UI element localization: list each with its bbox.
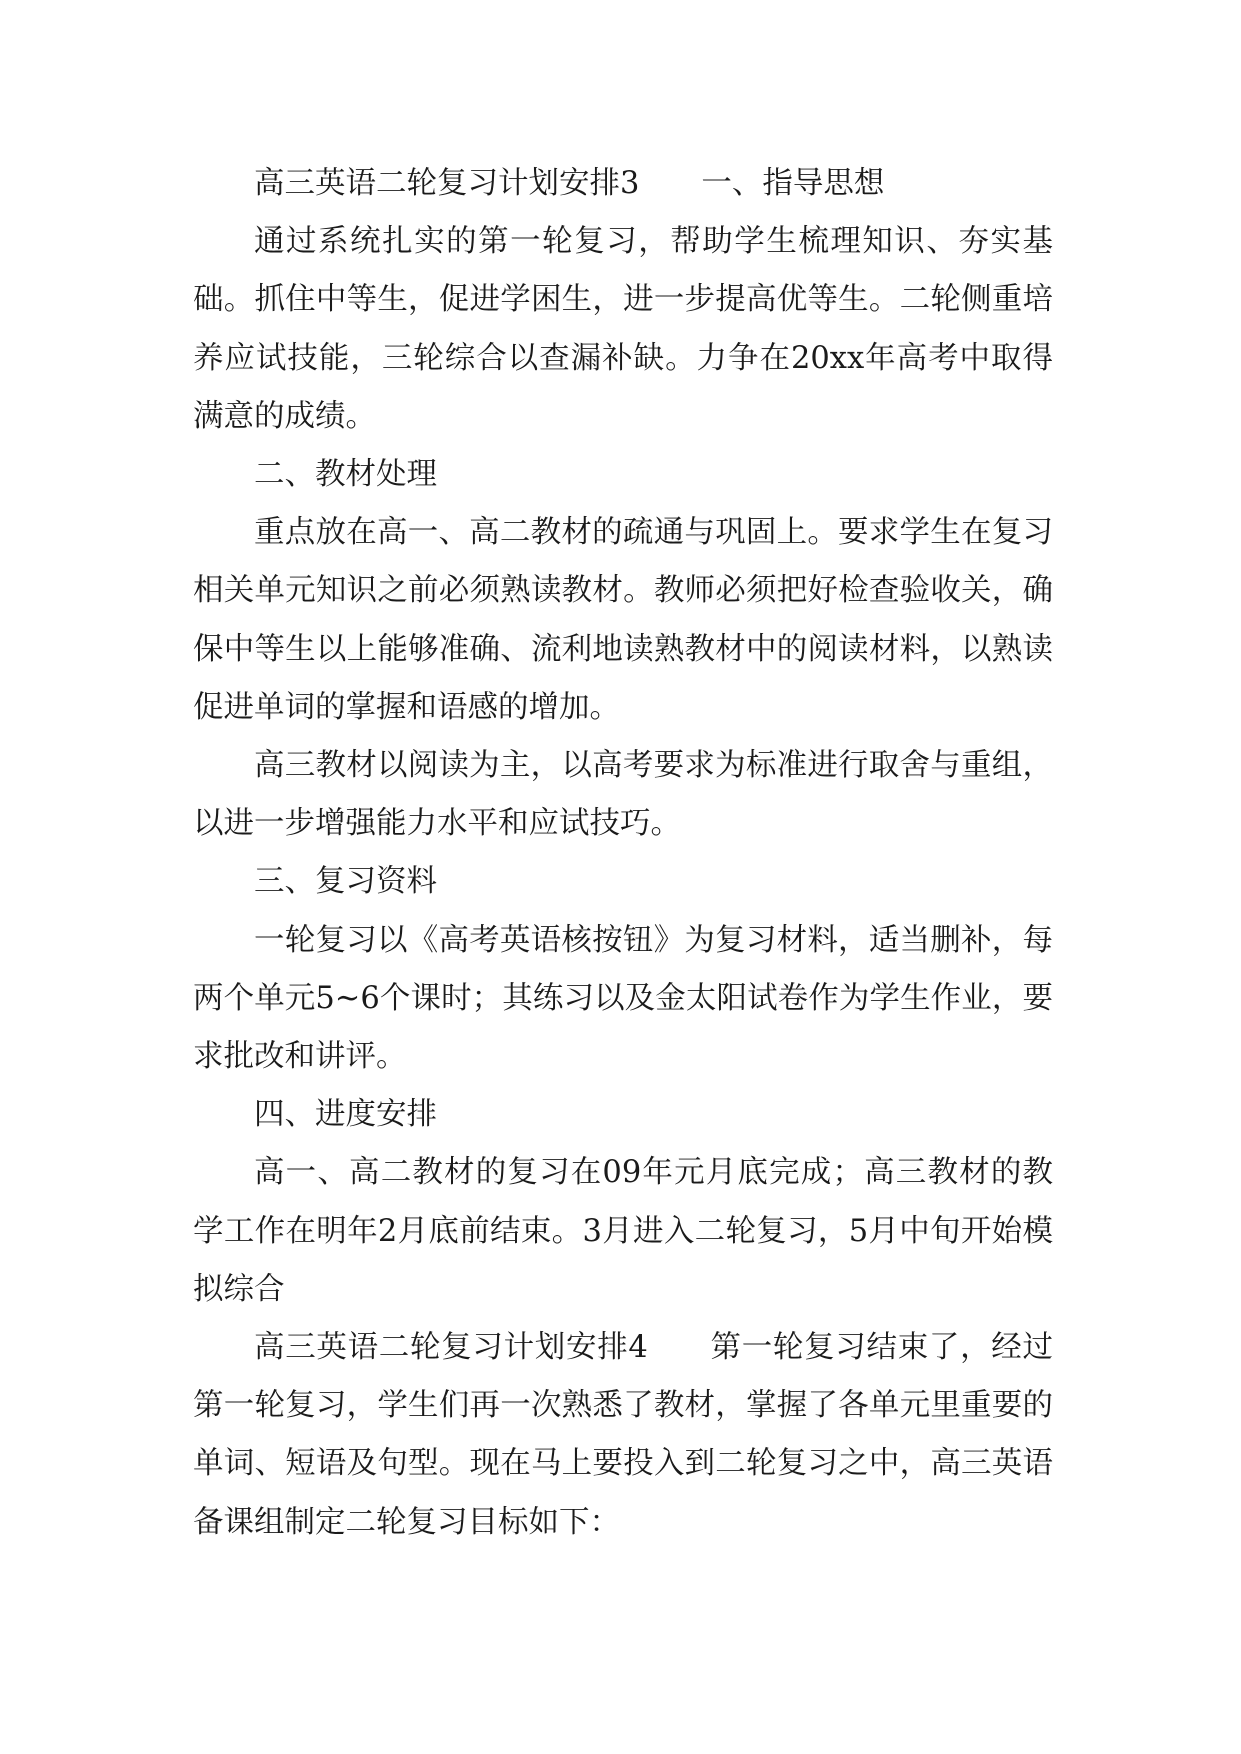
paragraph-senior-textbook: 高三教材以阅读为主，以高考要求为标准进行取舍与重组，以进一步增强能力水平和应试技巧。: [193, 748, 1053, 842]
paragraph-section-3-heading: [193, 155, 1053, 213]
section-title: 高三英语二轮复习计划安排4: [254, 1330, 648, 1366]
heading-textbook-handling: 二、教材处理: [254, 457, 437, 493]
section-4-text: 第一轮复习结束了，经过第一轮复习，学生们再一次熟悉了教材，掌握了各单元里重要的单词、短语及句型。现在马上要投入到二轮复习之中，高三英语备课组制定二轮复习目标如下：: [193, 1330, 1054, 1540]
paragraph-section-4-intro: [193, 1319, 1053, 1552]
paragraph-textbook-handling: 重点放在高一、高二教材的疏通与巩固上。要求学生在复习相关单元知识之前必须熟读教材。教师必须把好检查验收关，确保中等生以上能够准确、流利地读熟教材中的阅读材料，以熟读促进单词的掌握和语感的增加。: [193, 515, 1053, 725]
heading-review-materials: 三、复习资料: [254, 864, 437, 900]
document-body: [193, 155, 1053, 1552]
section-title: 高三英语二轮复习计划安排3: [254, 166, 640, 201]
paragraph-schedule: 高一、高二教材的复习在09年元月底完成；高三教材的教学工作在明年2月底前结束。3月进入二轮复习，5月中旬开始模拟综合: [193, 1155, 1053, 1307]
heading-guiding-ideology: 一、指导思想: [701, 166, 885, 201]
heading-schedule: 四、进度安排: [254, 1097, 437, 1133]
paragraph-guiding-ideology: 通过系统扎实的第一轮复习，帮助学生梳理知识、夯实基础。抓住中等生，促进学困生，进一步提高优等生。二轮侧重培养应试技能，三轮综合以查漏补缺。力争在20xx年高考中取得满意的成绩。: [193, 224, 1053, 434]
paragraph-review-materials: 一轮复习以《高考英语核按钮》为复习材料，适当删补，每两个单元5~6个课时；其练习以及金太阳试卷作为学生作业，要求批改和讲评。: [193, 922, 1053, 1075]
